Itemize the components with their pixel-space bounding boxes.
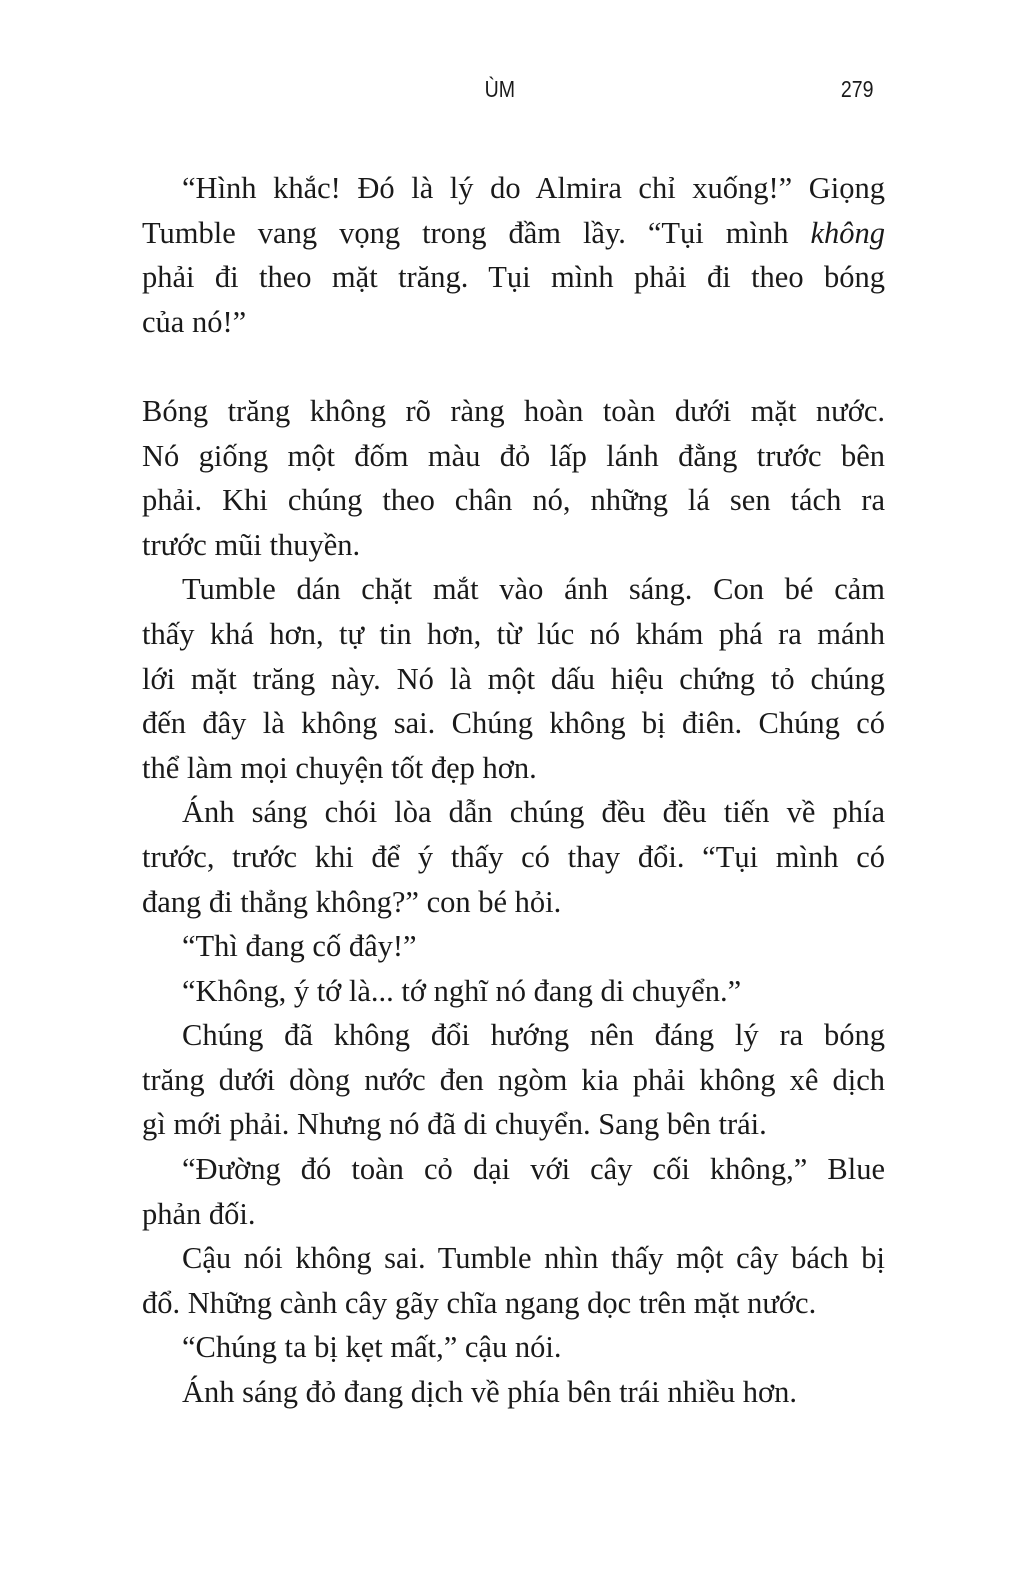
paragraph (142, 1147, 885, 1236)
text-line: Cậu nói không sai. Tumble nhìn thấy một cây bách bị (182, 1241, 885, 1276)
paragraph (142, 969, 885, 1014)
text-line: trước, trước khi để ý thấy có thay đổi. “Tụi mình có (142, 839, 885, 874)
text-line: “Đường đó toàn cỏ dại với cây cối không,” Blue (182, 1152, 885, 1187)
paragraph (142, 1236, 885, 1325)
paragraph (142, 1325, 885, 1370)
text-line: Bóng trăng không rõ ràng hoàn toàn dưới mặt nước. (142, 393, 885, 428)
text-line: gì mới phải. Nhưng nó đã di chuyển. Sang bên trái. (142, 1107, 767, 1142)
text-line: “Không, ý tớ là... tớ nghĩ nó đang di chuyển.” (182, 973, 742, 1008)
running-title: ÙM (484, 76, 516, 102)
text-line: Ánh sáng chói lòa dẫn chúng đều đều tiến về phía (182, 795, 885, 830)
text-line: thấy khá hơn, tự tin hơn, từ lúc nó khám phá ra mánh (142, 616, 885, 651)
paragraph (142, 924, 885, 969)
text-line: đang đi thẳng không?” con bé hỏi. (142, 884, 562, 919)
text-line: đổ. Những cành cây gãy chĩa ngang dọc trên mặt nước. (142, 1285, 817, 1320)
paragraph (142, 166, 885, 344)
paragraph (142, 389, 885, 567)
text-line: Nó giống một đốm màu đỏ lấp lánh đằng trước bên (142, 438, 885, 473)
text-line: lới mặt trăng này. Nó là một dấu hiệu chứng tỏ chúng (142, 661, 885, 696)
text-line: Chúng đã không đổi hướng nên đáng lý ra bóng (182, 1018, 885, 1053)
text-line: Tumble vang vọng trong đầm lầy. “Tụi mình không (142, 215, 885, 250)
text-line: “Chúng ta bị kẹt mất,” cậu nói. (182, 1330, 562, 1365)
page-body (142, 166, 885, 1415)
text-line: của nó!” (142, 304, 247, 339)
paragraph (142, 1370, 885, 1415)
paragraph (142, 1013, 885, 1147)
text-line: trăng dưới dòng nước đen ngòm kia phải không xê dịch (142, 1062, 885, 1097)
text-line: phản đối. (142, 1196, 256, 1231)
text-line: phải. Khi chúng theo chân nó, những lá sen tách ra (142, 483, 885, 518)
text-line: thể làm mọi chuyện tốt đẹp hơn. (142, 750, 537, 785)
page-number: 279 (840, 76, 874, 102)
text-line: Tumble dán chặt mắt vào ánh sáng. Con bé cảm (182, 572, 885, 607)
text-line: Ánh sáng đỏ đang dịch về phía bên trái nhiều hơn. (182, 1375, 797, 1410)
text-line: “Thì đang cố đây!” (182, 929, 417, 964)
text-line: phải đi theo mặt trăng. Tụi mình phải đi theo bóng (142, 260, 885, 295)
text-line: đến đây là không sai. Chúng không bị điên. Chúng có (142, 706, 885, 741)
paragraph (142, 567, 885, 790)
text-line: trước mũi thuyền. (142, 527, 361, 562)
paragraph (142, 790, 885, 924)
text-line: “Hình khắc! Đó là lý do Almira chỉ xuống!” Giọng (182, 171, 885, 205)
